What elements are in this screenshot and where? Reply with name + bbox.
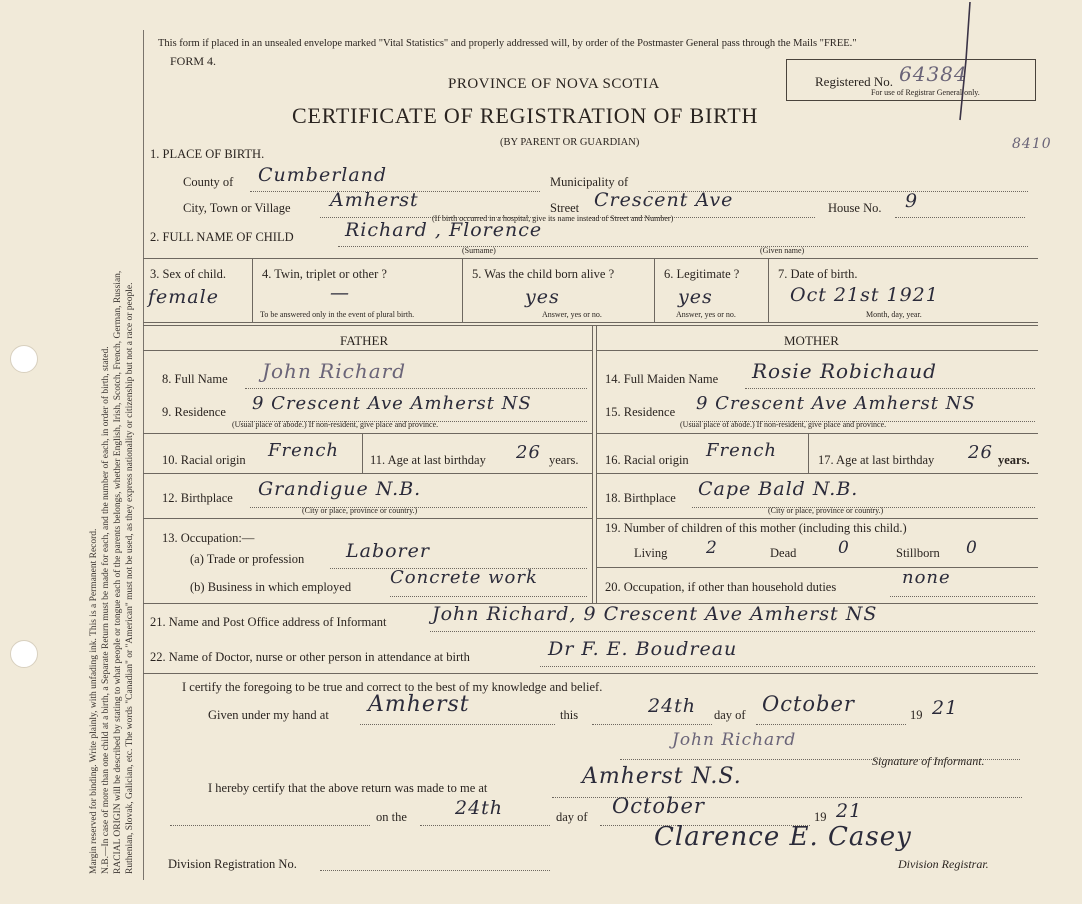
- division-registrar-caption: Division Registrar.: [898, 857, 989, 871]
- rule: [596, 350, 1038, 351]
- living-label: Living: [634, 546, 668, 560]
- rule: [362, 433, 363, 473]
- father-name-line: [245, 387, 587, 389]
- day-value: 24th: [648, 695, 697, 717]
- margin-file-mark: 8410: [1012, 136, 1052, 152]
- month-value: October: [762, 692, 855, 716]
- children-count-label: 19. Number of children of this mother (including this child.): [605, 521, 907, 535]
- rule: [143, 325, 1038, 326]
- registered-number: 64384: [899, 62, 968, 86]
- street-label: Street: [550, 201, 580, 215]
- father-age-label: 11. Age at last birthday: [370, 453, 486, 467]
- month-line: [756, 723, 906, 725]
- business-value: Concrete work: [390, 567, 538, 588]
- mother-heading: MOTHER: [784, 333, 839, 348]
- twin-note: To be answered only in the event of plural birth.: [260, 310, 415, 319]
- father-residence-note: (Usual place of abode.) If non-resident, give place and province.: [232, 420, 439, 429]
- mother-residence-value: 9 Crescent Ave Amherst NS: [696, 393, 976, 414]
- on-line: [170, 824, 370, 826]
- binding-margin-rule: [143, 30, 144, 880]
- margin-line: N.B.—In case of more than one child at a birth, a Separate Return must be made for each, and the number of each, in order of birth, stated.: [101, 346, 111, 874]
- municipality-label: Municipality of: [550, 175, 629, 189]
- registrar-signature: Clarence E. Casey: [654, 822, 912, 852]
- on-month-value: October: [612, 794, 705, 818]
- day-of-2-label: day of: [556, 810, 588, 824]
- alive-value: yes: [525, 286, 560, 308]
- rule: [596, 325, 597, 603]
- trade-value: Laborer: [346, 540, 430, 562]
- pen-stroke-mark: [940, 0, 980, 130]
- rule: [143, 518, 592, 519]
- legitimate-note: Answer, yes or no.: [676, 310, 736, 319]
- father-birthplace-line: [250, 506, 587, 508]
- mother-name-label: 14. Full Maiden Name: [605, 372, 719, 386]
- county-label: County of: [183, 175, 234, 189]
- father-birthplace-label: 12. Birthplace: [162, 491, 233, 505]
- trade-label: (a) Trade or profession: [190, 552, 305, 566]
- street-value: Crescent Ave: [594, 189, 734, 211]
- sex-value: female: [148, 286, 219, 308]
- father-residence-label: 9. Residence: [162, 405, 226, 419]
- child-name-value: Richard , Florence: [345, 219, 543, 241]
- occupation-label: 13. Occupation:—: [162, 531, 255, 545]
- county-value: Cumberland: [258, 164, 388, 186]
- business-line: [390, 595, 587, 597]
- father-residence-value: 9 Crescent Ave Amherst NS: [252, 393, 532, 414]
- margin-line: Ruthenian, Slovak, Galician, etc. The words "Canadian" or "American" must not be used, as they express nationality or citizenship but not a race or people.: [125, 282, 135, 874]
- father-birthplace-value: Grandigue N.B.: [258, 478, 422, 500]
- sex-label: 3. Sex of child.: [150, 267, 227, 281]
- rule: [654, 258, 655, 322]
- on-year-value: 21: [836, 800, 863, 822]
- registrar-note: For use of Registrar General only.: [871, 88, 980, 97]
- business-label: (b) Business in which employed: [190, 580, 352, 594]
- on-year-prefix: 19: [814, 810, 827, 824]
- legitimate-label: 6. Legitimate ?: [664, 267, 740, 281]
- mother-name-line: [745, 387, 1035, 389]
- mother-years: years.: [998, 453, 1030, 467]
- division-registration-label: Division Registration No.: [168, 857, 297, 871]
- day-of-label: day of: [714, 708, 746, 722]
- informant-signature-caption: Signature of Informant.: [872, 754, 985, 768]
- mother-birthplace-value: Cape Bald N.B.: [698, 478, 859, 500]
- margin-line: RACIAL ORIGIN will be described by stating to what people or tongue each of the parents belongs, whether English, Irish, Scotch, French, German, Russian,: [113, 270, 123, 874]
- rule: [252, 258, 253, 322]
- mother-age-label: 17. Age at last birthday: [818, 453, 935, 467]
- informant-value: John Richard, 9 Crescent Ave Amherst NS: [432, 603, 878, 625]
- house-label: House No.: [828, 201, 882, 215]
- page-title: CERTIFICATE OF REGISTRATION OF BIRTH: [292, 103, 759, 128]
- father-name-value: John Richard: [262, 359, 407, 383]
- rule: [143, 433, 592, 434]
- on-the-label: on the: [376, 810, 407, 824]
- year-value: 21: [932, 697, 959, 719]
- city-label: City, Town or Village: [183, 201, 291, 215]
- binding-hole: [10, 345, 38, 373]
- surname-note: (Surname): [462, 246, 496, 255]
- rule: [143, 258, 1038, 259]
- on-day-value: 24th: [455, 797, 504, 819]
- mother-residence-note: (Usual place of abode.) If non-resident, give place and province.: [680, 420, 887, 429]
- division-registration-line: [320, 869, 550, 871]
- given-name-note: (Given name): [760, 246, 805, 255]
- mother-residence-label: 15. Residence: [605, 405, 676, 419]
- rule: [596, 473, 1038, 474]
- registered-number-box: [786, 59, 1036, 101]
- father-race-value: French: [268, 440, 340, 461]
- alive-label: 5. Was the child born alive ?: [472, 267, 615, 281]
- rule: [596, 567, 1038, 568]
- mother-race-label: 16. Racial origin: [605, 453, 689, 467]
- year-prefix: 19: [910, 708, 923, 722]
- margin-line: Margin reserved for binding. Write plainly, with unfading ink. This is a Permanent Record.: [89, 528, 99, 874]
- given-label: Given under my hand at: [208, 708, 329, 722]
- rule: [768, 258, 769, 322]
- house-line: [895, 216, 1025, 218]
- dob-label: 7. Date of birth.: [778, 267, 858, 281]
- father-birthplace-note: (City or place, province or country.): [302, 506, 418, 515]
- twin-value: —: [330, 282, 350, 304]
- mother-birthplace-label: 18. Birthplace: [605, 491, 676, 505]
- rule: [592, 325, 593, 603]
- this-label: this: [560, 708, 579, 722]
- living-value: 2: [706, 538, 718, 558]
- mother-occupation-line: [890, 595, 1035, 597]
- return-place-value: Amherst N.S.: [582, 764, 742, 789]
- return-label: I hereby certify that the above return was made to me at: [208, 781, 488, 795]
- doctor-line: [540, 665, 1035, 667]
- dead-label: Dead: [770, 546, 797, 560]
- margin-instructions: [88, 34, 136, 874]
- certify-statement: I certify the foregoing to be true and correct to the best of my knowledge and belief.: [182, 680, 603, 694]
- city-value: Amherst: [330, 189, 419, 211]
- informant-line: [430, 630, 1035, 632]
- rule: [462, 258, 463, 322]
- form-number: FORM 4.: [170, 54, 217, 68]
- alive-note: Answer, yes or no.: [542, 310, 602, 319]
- given-place-line: [360, 723, 555, 725]
- mother-birthplace-note: (City or place, province or country.): [768, 506, 884, 515]
- given-place-value: Amherst: [368, 692, 470, 717]
- legitimate-value: yes: [678, 286, 713, 308]
- doctor-value: Dr F. E. Boudreau: [548, 638, 738, 660]
- province-heading: PROVINCE OF NOVA SCOTIA: [448, 76, 660, 92]
- rule: [143, 350, 592, 351]
- place-of-birth-heading: 1. PLACE OF BIRTH.: [150, 147, 265, 161]
- dob-note: Month, day, year.: [866, 310, 922, 319]
- father-age-value: 26: [516, 442, 541, 463]
- child-name-line: [338, 245, 1028, 247]
- mother-race-value: French: [706, 440, 778, 461]
- doctor-label: 22. Name of Doctor, nurse or other person in attendance at birth: [150, 650, 470, 664]
- child-name-label: 2. FULL NAME OF CHILD: [150, 230, 294, 244]
- mail-notice: This form if placed in an unsealed envelope marked "Vital Statistics" and properly addressed will, by order of the Postmaster General pass through the Mails "FREE.": [158, 38, 857, 49]
- rule: [808, 433, 809, 473]
- hospital-note: (If birth occurred in a hospital, give its name instead of Street and Number): [432, 214, 674, 223]
- rule: [143, 322, 1038, 323]
- page-subtitle: (BY PARENT OR GUARDIAN): [500, 137, 640, 148]
- mother-name-value: Rosie Robichaud: [752, 359, 937, 383]
- stillborn-value: 0: [966, 538, 978, 558]
- father-years: years.: [549, 453, 579, 467]
- mother-occupation-value: none: [902, 567, 951, 588]
- dead-value: 0: [838, 538, 850, 558]
- twin-label: 4. Twin, triplet or other ?: [262, 267, 387, 281]
- rule: [143, 473, 592, 474]
- mother-age-value: 26: [968, 442, 993, 463]
- informant-label: 21. Name and Post Office address of Informant: [150, 615, 387, 629]
- day-line: [592, 723, 712, 725]
- mother-occupation-label: 20. Occupation, if other than household duties: [605, 580, 837, 594]
- on-day-line: [420, 824, 550, 826]
- binding-hole: [10, 640, 38, 668]
- father-heading: FATHER: [340, 333, 389, 348]
- father-race-label: 10. Racial origin: [162, 453, 246, 467]
- father-name-label: 8. Full Name: [162, 372, 228, 386]
- stillborn-label: Stillborn: [896, 546, 940, 560]
- rule: [596, 518, 1038, 519]
- rule: [596, 433, 1038, 434]
- informant-signature: John Richard: [672, 730, 797, 750]
- dob-value: Oct 21st 1921: [790, 284, 939, 306]
- registered-label: Registered No.: [815, 74, 893, 89]
- house-value: 9: [905, 190, 919, 212]
- rule: [143, 673, 1038, 674]
